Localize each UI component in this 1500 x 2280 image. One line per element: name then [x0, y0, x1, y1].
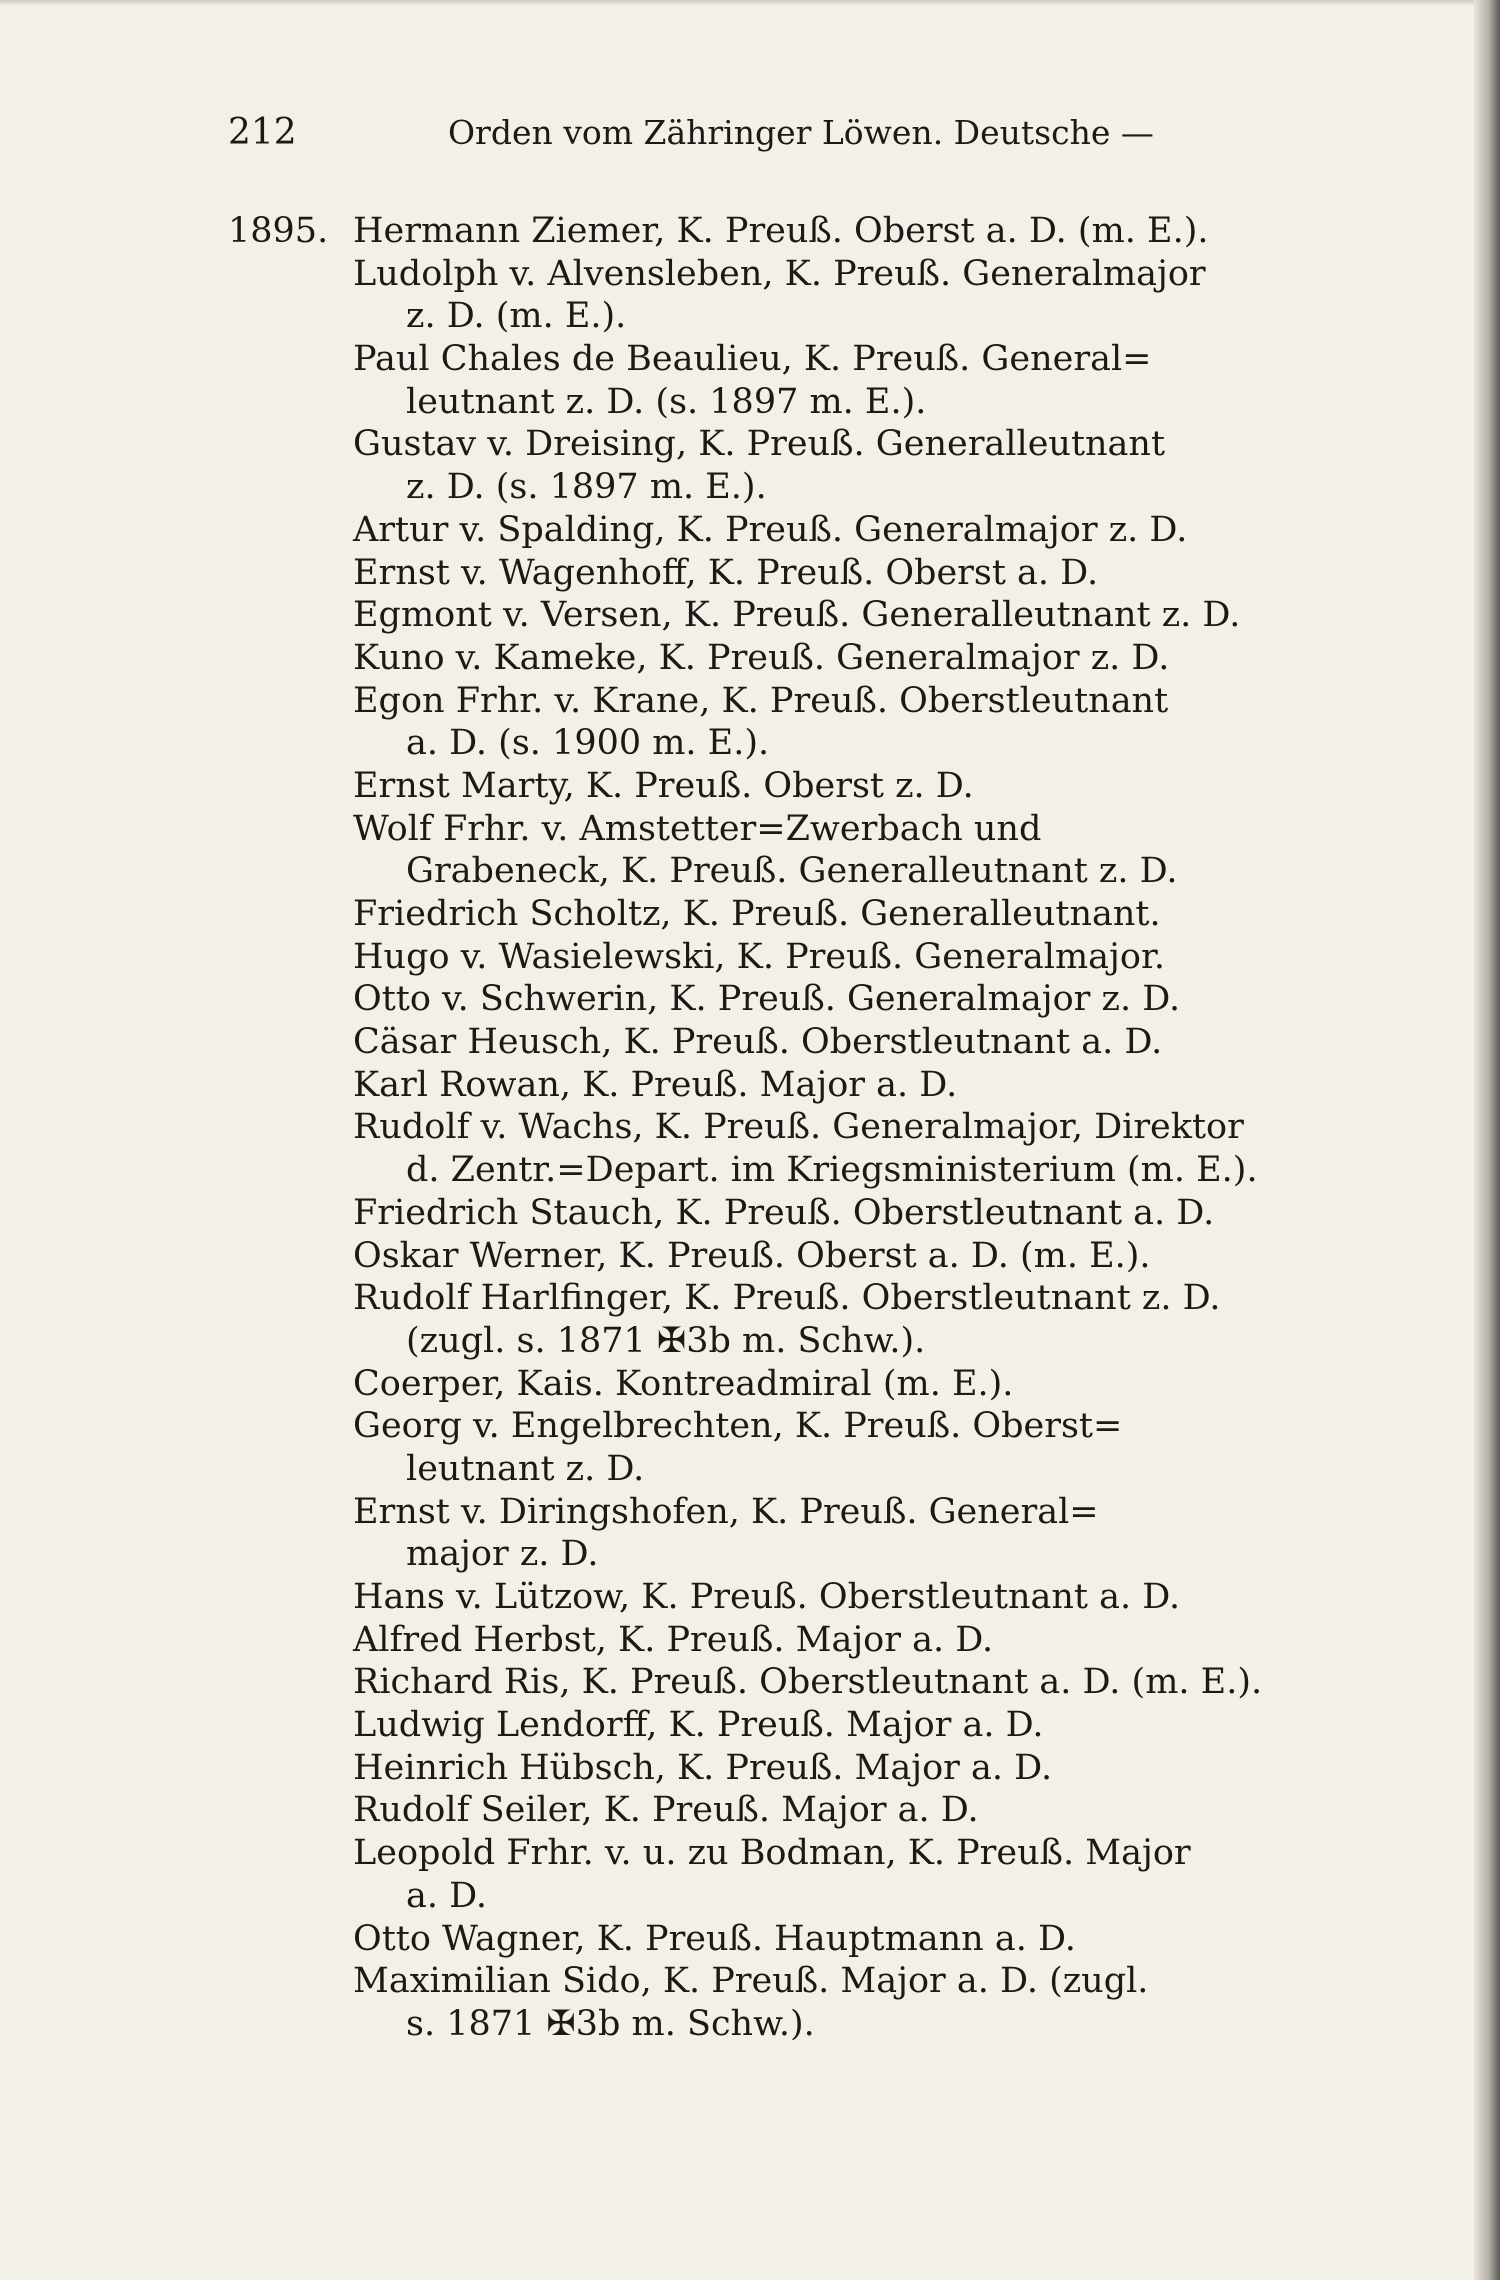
- entry-text: Otto Wagner, K. Preuß. Hauptmann a. D.: [353, 1918, 1076, 1959]
- page-number: 212: [228, 112, 297, 153]
- entry-continuation-line: [228, 850, 1328, 893]
- entry-line: [228, 1704, 1328, 1747]
- entry-line: [228, 1619, 1328, 1662]
- entry-continuation-line: [228, 1448, 1328, 1491]
- entry-text: Alfred Herbst, K. Preuß. Major a. D.: [353, 1619, 994, 1660]
- entry-continuation-line: [228, 295, 1328, 338]
- entry-line: [228, 1064, 1328, 1107]
- page-header: [228, 108, 1328, 158]
- entry-continuation-line: [228, 1320, 1328, 1363]
- entry-text: Maximilian Sido, K. Preuß. Major a. D. (zugl.: [353, 1961, 1149, 2002]
- entry-line: [228, 423, 1328, 466]
- entry-line: [228, 338, 1328, 381]
- entry-line: [228, 253, 1328, 296]
- entry-line: [228, 978, 1328, 1021]
- entry-continuation-line: [228, 2003, 1328, 2046]
- entry-line: [228, 1918, 1328, 1961]
- entry-text: Richard Ris, K. Preuß. Oberstleutnant a. D. (m. E.).: [353, 1662, 1263, 1703]
- entry-line: [228, 1789, 1328, 1832]
- entry-text: leutnant z. D.: [406, 1448, 645, 1489]
- entry-line: [228, 594, 1328, 637]
- entry-text: a. D. (s. 1900 m. E.).: [406, 723, 770, 764]
- entry-text: Friedrich Stauch, K. Preuß. Oberstleutnant a. D.: [353, 1192, 1215, 1233]
- entry-continuation-line: [228, 1533, 1328, 1576]
- entry-text: Egmont v. Versen, K. Preuß. Generalleutnant z. D.: [353, 595, 1241, 636]
- entry-text: Leopold Frhr. v. u. zu Bodman, K. Preuß. Major: [353, 1833, 1191, 1874]
- entry-text: Paul Chales de Beaulieu, K. Preuß. General=: [353, 339, 1152, 380]
- entry-text: a. D.: [406, 1875, 488, 1916]
- entry-text: Hugo v. Wasielewski, K. Preuß. Generalmajor.: [353, 936, 1165, 977]
- entry-text: Rudolf Harlfinger, K. Preuß. Oberstleutnant z. D.: [353, 1278, 1221, 1319]
- entry-continuation-line: [228, 381, 1328, 424]
- entry-text: Artur v. Spalding, K. Preuß. Generalmajor z. D.: [353, 509, 1188, 550]
- entry-continuation-line: [228, 466, 1328, 509]
- entry-text: Gustav v. Dreising, K. Preuß. Generalleutnant: [353, 424, 1166, 465]
- entry-text: Georg v. Engelbrechten, K. Preuß. Oberst=: [353, 1406, 1123, 1447]
- entry-text: Heinrich Hübsch, K. Preuß. Major a. D.: [353, 1747, 1053, 1788]
- entry-text: Rudolf v. Wachs, K. Preuß. Generalmajor, Direktor: [353, 1107, 1244, 1148]
- entry-text: s. 1871 ✠3b m. Schw.).: [406, 2003, 815, 2044]
- entry-text: (zugl. s. 1871 ✠3b m. Schw.).: [406, 1320, 926, 1361]
- entry-line: [228, 680, 1328, 723]
- year-label: 1895.: [228, 211, 329, 251]
- entry-continuation-line: [228, 1875, 1328, 1918]
- entry-continuation-line: [228, 1149, 1328, 1192]
- entry-text: Cäsar Heusch, K. Preuß. Oberstleutnant a. D.: [353, 1022, 1163, 1063]
- entry-line: [228, 765, 1328, 808]
- running-title: Orden vom Zähringer Löwen. Deutsche —: [448, 113, 1154, 152]
- entry-line: [228, 1491, 1328, 1534]
- entry-line: [228, 210, 1328, 253]
- entry-text: Coerper, Kais. Kontreadmiral (m. E.).: [353, 1363, 1014, 1404]
- entry-text: Oskar Werner, K. Preuß. Oberst a. D. (m. E.).: [353, 1235, 1151, 1276]
- entry-text: Kuno v. Kameke, K. Preuß. Generalmajor z. D.: [353, 637, 1170, 678]
- entry-text: Ernst v. Wagenhoff, K. Preuß. Oberst a. D.: [353, 552, 1099, 593]
- entry-text: Rudolf Seiler, K. Preuß. Major a. D.: [353, 1790, 979, 1831]
- entry-text: Wolf Frhr. v. Amstetter=Zwerbach und: [353, 808, 1042, 849]
- entry-text: major z. D.: [406, 1534, 599, 1575]
- entry-text: Grabeneck, K. Preuß. Generalleutnant z. D.: [406, 851, 1178, 892]
- entry-line: [228, 1235, 1328, 1278]
- entry-line: [228, 637, 1328, 680]
- entry-line: [228, 1832, 1328, 1875]
- entry-text: Ernst Marty, K. Preuß. Oberst z. D.: [353, 765, 974, 806]
- entry-text: Ludolph v. Alvensleben, K. Preuß. Generalmajor: [353, 253, 1206, 294]
- entry-line: [228, 1960, 1328, 2003]
- entry-text: Hans v. Lützow, K. Preuß. Oberstleutnant a. D.: [353, 1577, 1181, 1617]
- entry-line: [228, 808, 1328, 851]
- entry-text: Hermann Ziemer, K. Preuß. Oberst a. D. (m. E.).: [353, 211, 1209, 251]
- entry-text: Egon Frhr. v. Krane, K. Preuß. Oberstleutnant: [353, 680, 1169, 721]
- entry-text: z. D. (s. 1897 m. E.).: [406, 467, 767, 508]
- entry-line: [228, 1363, 1328, 1406]
- entry-text: Friedrich Scholtz, K. Preuß. Generalleutnant.: [353, 894, 1161, 934]
- entry-line: [228, 552, 1328, 595]
- entry-line: [228, 1021, 1328, 1064]
- entry-line: [228, 893, 1328, 936]
- entry-text: z. D. (m. E.).: [406, 296, 627, 337]
- entry-text: Ernst v. Diringshofen, K. Preuß. General=: [353, 1491, 1099, 1532]
- entry-line: [228, 1405, 1328, 1448]
- entry-line: [228, 1106, 1328, 1149]
- entry-text: Karl Rowan, K. Preuß. Major a. D.: [353, 1064, 958, 1105]
- entry-line: [228, 1576, 1328, 1619]
- entry-line: [228, 509, 1328, 552]
- entry-text: leutnant z. D. (s. 1897 m. E.).: [406, 381, 927, 422]
- entry-text: Ludwig Lendorff, K. Preuß. Major a. D.: [353, 1705, 1044, 1746]
- entry-continuation-line: [228, 722, 1328, 765]
- scan-shadow-top: [0, 0, 1500, 6]
- entry-text: Otto v. Schwerin, K. Preuß. Generalmajor z. D.: [353, 979, 1181, 1020]
- entry-line: [228, 1192, 1328, 1235]
- entry-line: [228, 936, 1328, 979]
- entry-line: [228, 1277, 1328, 1320]
- entry-list: [228, 210, 1328, 2046]
- scan-shadow-right: [1474, 0, 1500, 2280]
- entry-text: d. Zentr.=Depart. im Kriegsministerium (m. E.).: [406, 1150, 1258, 1191]
- entry-line: [228, 1747, 1328, 1790]
- entry-line: [228, 1661, 1328, 1704]
